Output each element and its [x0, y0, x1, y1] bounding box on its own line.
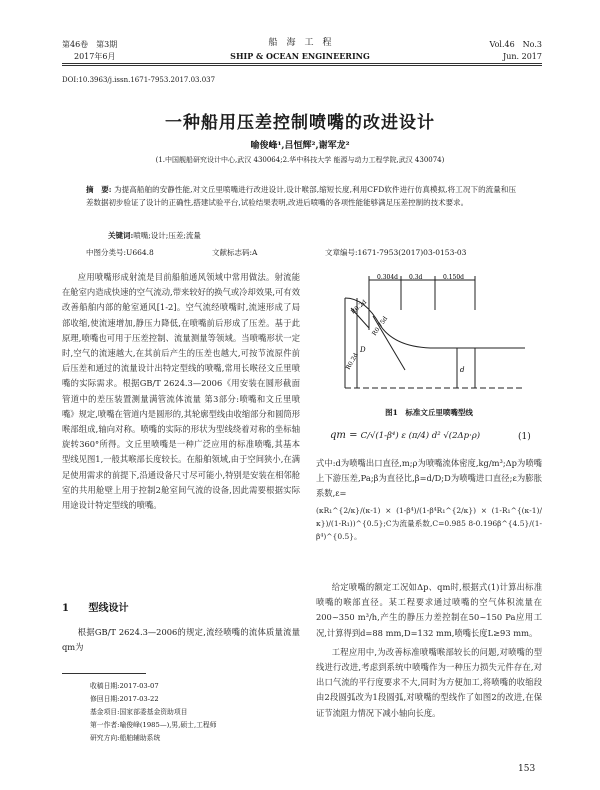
equation-explanation	[316, 456, 542, 543]
page-number: 153	[518, 764, 536, 774]
doi: DOI:10.3963/j.issn.1671-7953.2017.03.037	[62, 76, 216, 84]
paper-title: 一种船用压差控制喷嘴的改进设计	[165, 113, 435, 133]
section-1-text: 根据GB/T 2624.3—2006的规定,流经喷嘴的流体质量流量qm为	[62, 627, 300, 652]
header-rule	[62, 63, 542, 64]
dim-label-2: 0.3d	[409, 274, 423, 281]
inlet-diameter-label: D	[360, 346, 366, 354]
abstract-text: 为提高船舶的安静性能,对文丘里喷嘴进行改进设计,设计喉部,缩短长度,利用CFD软件进行仿真模拟,将工况下的流量和压差数据初步验证了设计的正确性,搭建试验平台,试验结果表明,改进后喷嘴的各项性能能够满足压差控制的技术要求。	[86, 185, 516, 207]
radius-label-2: R0.75d	[370, 315, 390, 338]
intro-paragraph: 应用喷嘴形成射流是目前船舶通风领域中常用做法。射流能在舱室内造成快速的空气流动,带来较好的换气或冷却效果,可有效改善船舶内部的舱室通风[1-2]。空气流经喷嘴时,流速形成了局部收缩,使流速增加,静压力降低,在喷嘴前后形成了压差。基于此原理,喷嘴也可用于压差控制、流量测量等领域。当喷嘴形状一定时,空气的流速越大,在其前后产生的压差也越大,可按节流原件前后压差和通过的流量设计出特定型线的喷嘴,常用长喉径文丘里喷嘴的实际需求。根据GB/T 2624.3—2006《用安装在圆形截面管道中的差压装置测量满管流体流量 第3部分:喷嘴和文丘里喷嘴》规定,喷嘴在管道内是圆形的,其轮廓型线由收缩部分和圆筒形喉部组成,轴向对称。喷嘴的实际的形状为型线绕着对称的坐标轴旋转360°所得。文丘里喷嘴是一种广泛应用的标准喷嘴,其基本型线见图1,一般其喉部长度较长。在船舶领域,由于空间狭小,在满足使用需求的前提下,沿通设备尺寸尽可能小,特别是安装在相邻舱室的共用舱壁上用于控制2舱室间气流的设备,因此需要根据实际用途设计特定型线的喷嘴。	[62, 272, 300, 511]
header-rule-2	[62, 65, 542, 66]
radius-label-1: R0.2d	[349, 298, 369, 316]
figure-1-nozzle-profile	[325, 270, 535, 400]
footnote-author: 第一作者:喻俊峰(1985—),男,硕士,工程师	[90, 721, 217, 729]
article-number: 文章编号:1671-7953(2017)03-0153-03	[325, 248, 467, 257]
improvement-paragraph: 工程应用中,为改善标准喷嘴喉部较长的问题,对喷嘴的型线进行改进,考虑到系统中喷嘴作为一种压力损失元件存在,对出口气流的平行度要求不大,同时为方便加工,将喷嘴的收缩段由2段圆弧改为1段圆弧,对喷嘴的型线作了如图2的改进,在保证节流阻力情况下减小轴向长度。	[316, 646, 542, 718]
header-volume-cn: 第46卷 第3期	[62, 40, 118, 49]
throat-diameter-label: d	[460, 366, 465, 374]
expansion-coefficient-formula: (κR₁^{2/κ}/(κ-1) × (1-β⁴)/(1-β⁴R₁^{2/κ}) × (1-R₁^{(κ-1)/κ})/(1-R₁))^{0.5};C为流量系数,C=0.985 8-0.196β^{4.5}/(1-β⁴)^{0.5}。	[316, 505, 542, 541]
footnote-fund: 基金项目:国家部委基金资助项目	[90, 708, 188, 716]
dim-label-1: 0.304d	[377, 274, 399, 281]
keywords	[108, 230, 201, 241]
equation-rhs: C/√(1-β⁴) ε (π/4) d² √(2Δp·ρ)	[360, 431, 481, 441]
section-number: 1	[62, 603, 69, 614]
radius-label-3: R0.2d	[344, 351, 360, 371]
keywords-text: 喷嘴;设计;压差;流量	[133, 231, 201, 240]
right-column-text	[316, 580, 542, 721]
footnotes	[90, 680, 217, 745]
design-condition-paragraph: 给定喷嘴的额定工况如Δp、qm时,根据式(1)计算出标准喷嘴的喉部直径。某工程要求通过喷嘴的空气体积流量在200~350 m³/h,产生的静压力差控制在50~150 Pa应用工况,计算得到d=88 mm,D=132 mm,喷嘴长度L≥93 mm。	[316, 582, 542, 638]
header-date-cn: 2017年6月	[74, 52, 116, 61]
section-1-heading	[62, 599, 128, 614]
abstract	[86, 183, 516, 209]
header-date-en: Jun. 2017	[503, 52, 542, 61]
dim-label-3: 0.150d	[443, 274, 465, 281]
footnote-research: 研究方向:船舶辅助系统	[90, 734, 161, 742]
equation-symbols: 式中:d为喷嘴出口直径,m;ρ为喷嘴流体密度,kg/m³;Δp为喷嘴上下游压差,Pa;β为直径比,β=d/D;D为喷嘴进口直径;ε为膨胀系数,ε=	[316, 458, 542, 499]
section-title: 型线设计	[88, 603, 129, 614]
header-journal-en: SHIP & OCEAN ENGINEERING	[230, 51, 370, 61]
footnote-revised: 修回日期:2017-03-22	[90, 695, 159, 703]
intro-text	[62, 270, 300, 513]
footnote-rule	[62, 673, 146, 674]
equation-lhs: qm =	[330, 430, 361, 441]
clc: 中图分类号:U664.8	[86, 248, 154, 257]
equation-1	[330, 430, 480, 441]
authors: 喻俊峰¹,吕恒辉²,谢军龙²	[250, 141, 350, 151]
equation-number: (1)	[518, 432, 531, 442]
footnote-received: 收稿日期:2017-03-07	[90, 682, 159, 690]
abstract-label: 摘 要:	[86, 185, 112, 194]
header-journal-cn: 船 海 工 程	[268, 38, 332, 48]
figure-1-caption: 图1 标准文丘里喷嘴型线	[385, 408, 473, 417]
keywords-label: 关键词:	[108, 231, 134, 240]
affiliation: (1.中国舰船研究设计中心,武汉 430064;2.华中科技大学 能源与动力工程学院,武汉 430074)	[155, 156, 445, 164]
header-volume-en: Vol.46 No.3	[489, 40, 542, 49]
doc-code: 文献标志码:A	[212, 248, 258, 257]
